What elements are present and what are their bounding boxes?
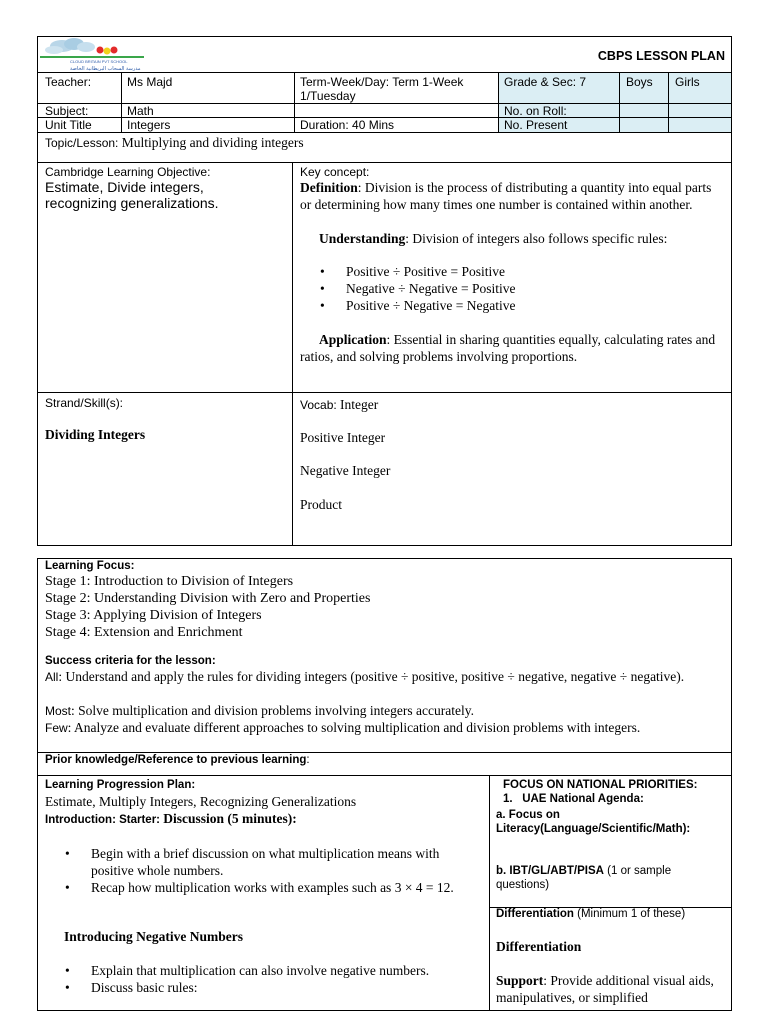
prior-knowledge-label: Prior knowledge/Reference to previous learning xyxy=(45,754,307,766)
understanding-paragraph xyxy=(319,230,725,247)
no-present: No. Present xyxy=(504,118,568,132)
most-label: Most xyxy=(45,704,72,718)
stage-item: Stage 4: Extension and Enrichment xyxy=(45,625,243,640)
success-few xyxy=(45,719,720,737)
duration: Duration: 40 Mins xyxy=(300,118,395,132)
boys-label: Boys xyxy=(626,75,653,89)
term-week-day: Term-Week/Day: Term 1-Week 1/Tuesday xyxy=(300,75,464,103)
teacher-value: Ms Majd xyxy=(127,75,173,89)
prior-knowledge: Prior knowledge/Reference to previous learning: xyxy=(45,754,310,766)
application-label: Application xyxy=(319,332,387,347)
subject-label: Subject: xyxy=(45,104,89,118)
vocab-item: Integer xyxy=(340,397,379,412)
page-title: CBPS LESSON PLAN xyxy=(597,49,725,63)
understanding-text: : Division of integers also follows specific rules: xyxy=(405,231,668,246)
teacher-label: Teacher: xyxy=(45,75,92,89)
vocab-line xyxy=(300,396,378,414)
literacy-focus: a. Focus on Literacy(Language/Scientific/Math): xyxy=(496,809,691,835)
learning-focus-label: Learning Focus: xyxy=(45,560,135,572)
uae-agenda: 1. UAE National Agenda: xyxy=(503,793,644,805)
all-text: : Understand and apply the rules for dividing integers (positive ÷ positive, positive ÷ negative, negative ÷ negative). xyxy=(58,669,685,684)
success-all xyxy=(45,668,720,686)
application-text: : Essential in sharing quantities equally, calculating rates and ratios, and solving problems involving proportions. xyxy=(300,332,716,364)
application-paragraph xyxy=(300,331,725,365)
objective-text: Estimate, Divide integers, recognizing generalizations. xyxy=(45,179,219,211)
cloud-logo-icon xyxy=(40,37,144,73)
strand-label: Strand/Skill(s): xyxy=(45,396,124,410)
list-item: • Recap how multiplication works with examples such as 3 × 4 = 12. xyxy=(91,879,476,896)
progression-label: Learning Progression Plan: xyxy=(45,779,196,791)
objective-label: Cambridge Learning Objective: xyxy=(45,165,211,179)
learning-focus-stages xyxy=(45,573,370,641)
list-item: • Positive ÷ Negative = Negative xyxy=(346,297,515,314)
list-item: • Discuss basic rules: xyxy=(91,979,481,996)
intro-bullets xyxy=(91,845,476,896)
stage-item: Stage 2: Understanding Division with Zero and Properties xyxy=(45,591,371,606)
differentiation-heading: Differentiation xyxy=(496,939,582,954)
success-most xyxy=(45,702,720,720)
school-logo xyxy=(40,37,144,73)
definition-label: Definition xyxy=(300,180,358,195)
grade-sec: Grade & Sec: 7 xyxy=(504,75,587,89)
key-concept-label: Key concept: xyxy=(300,165,370,179)
intro-line xyxy=(45,810,297,828)
all-label: All xyxy=(45,670,59,684)
intro-title: Discussion (5 minutes): xyxy=(163,811,297,826)
priorities-title: FOCUS ON NATIONAL PRIORITIES: xyxy=(503,779,698,791)
most-text: : Solve multiplication and division problems involving integers accurately. xyxy=(71,703,474,718)
few-label: Few xyxy=(45,721,68,735)
girls-label: Girls xyxy=(675,75,700,89)
stage-item: Stage 1: Introduction to Division of Integers xyxy=(45,574,294,589)
topic-line xyxy=(45,134,304,152)
vocab-item: Positive Integer xyxy=(300,430,386,445)
differentiation-note: Differentiation (Minimum 1 of these) xyxy=(496,908,686,920)
negative-numbers-title: Introducing Negative Numbers xyxy=(64,929,244,944)
division-rules-list xyxy=(346,263,515,314)
understanding-label: Understanding xyxy=(319,231,406,246)
topic-label: Topic/Lesson: xyxy=(45,136,122,150)
definition-paragraph xyxy=(300,179,725,213)
strand-value: Dividing Integers xyxy=(45,427,146,442)
stage-item: Stage 3: Applying Division of Integers xyxy=(45,608,262,623)
vocab-label: Vocab: xyxy=(300,398,341,412)
intro-label: Introduction: Starter: xyxy=(45,814,164,826)
list-item: • Negative ÷ Negative = Positive xyxy=(346,280,515,297)
svg-text:مدرسة السحاب البريطانية الخاصة: مدرسة السحاب البريطانية الخاصة xyxy=(70,66,141,72)
vocab-item: Negative Integer xyxy=(300,463,391,478)
list-item: • Explain that multiplication can also involve negative numbers. xyxy=(91,962,481,979)
progression-subtitle: Estimate, Multiply Integers, Recognizing Generalizations xyxy=(45,794,357,809)
support-text: Support: Provide additional visual aids, manipulatives, or simplified xyxy=(496,973,714,1005)
svg-text:CLOUD BRITAIN PVT SCHOOL: CLOUD BRITAIN PVT SCHOOL xyxy=(70,59,128,64)
definition-text: : Division is the process of distributing a quantity into equal parts or determining how many times one number is contained within another. xyxy=(300,180,712,212)
list-item: • Begin with a brief discussion on what multiplication means with positive whole numbers. xyxy=(91,845,476,879)
no-on-roll: No. on Roll: xyxy=(504,104,567,118)
success-criteria-label: Success criteria for the lesson: xyxy=(45,655,216,667)
negative-bullets xyxy=(91,962,481,996)
vocab-item: Product xyxy=(300,497,342,512)
ibt-item: b. IBT/GL/ABT/PISA (1 or sample questions) xyxy=(496,865,672,891)
subject-value: Math xyxy=(127,104,154,118)
few-text: : Analyze and evaluate different approaches to solving multiplication and division problems with integers. xyxy=(67,720,641,735)
unit-title-label: Unit Title xyxy=(45,118,92,132)
topic-value: Multiplying and dividing integers xyxy=(121,135,304,150)
unit-title-value: Integers xyxy=(127,118,171,132)
list-item: • Positive ÷ Positive = Positive xyxy=(346,263,515,280)
